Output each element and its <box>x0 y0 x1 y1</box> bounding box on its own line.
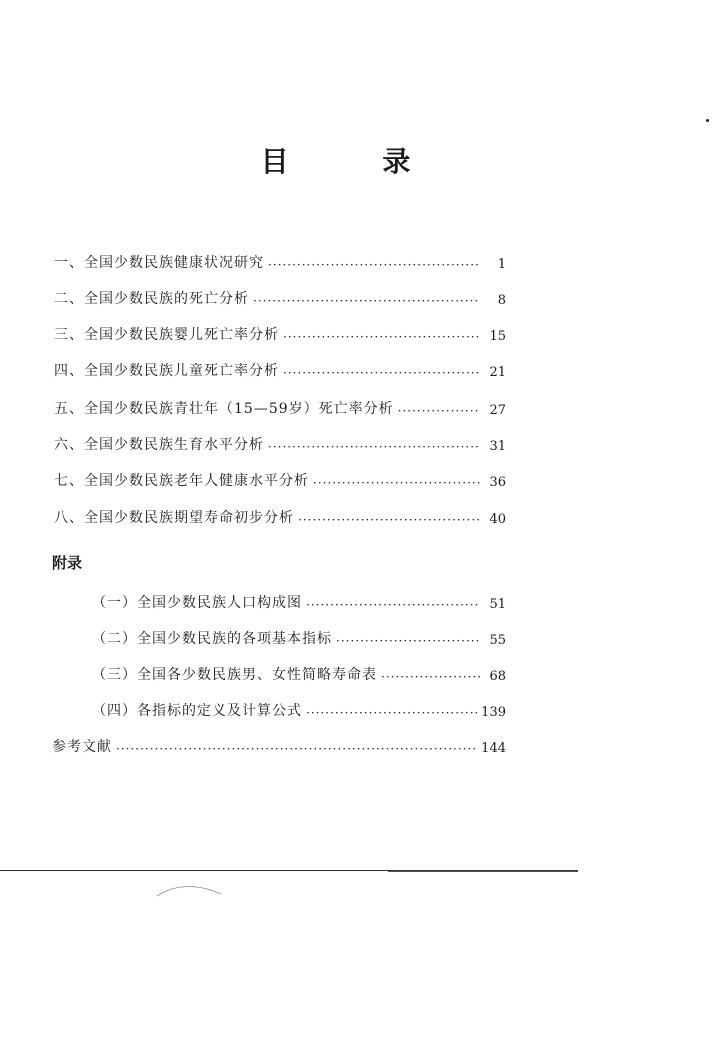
toc-entry[interactable] <box>54 286 506 308</box>
appendix-entry-page: 68 <box>489 669 506 684</box>
dot-leader <box>313 476 480 490</box>
toc-entry-label: 六、全国少数民族生育水平分析 <box>54 437 264 453</box>
dot-leader <box>253 294 480 308</box>
toc-entry-label: 五、全国少数民族青壮年（15—59岁）死亡率分析 <box>54 401 394 417</box>
dot-leader <box>283 366 480 380</box>
appendix-entry-page: 139 <box>481 705 506 720</box>
toc-entry-label: 一、全国少数民族健康状况研究 <box>54 255 264 271</box>
references-label: 参考文献 <box>52 739 112 755</box>
toc-entry-page: 1 <box>497 257 506 272</box>
appendix-entry-page: 55 <box>489 633 506 648</box>
toc-entry-page: 21 <box>489 365 506 380</box>
toc-entry-page: 40 <box>489 512 506 527</box>
appendix-entry-label: （一）全国少数民族人口构成图 <box>92 595 302 611</box>
dot-leader <box>116 742 477 756</box>
toc-entry-page: 15 <box>489 329 506 344</box>
appendix-entry-page: 51 <box>489 597 506 612</box>
bottom-rule-secondary <box>388 871 578 872</box>
dot-leader <box>306 598 480 612</box>
toc-entry-page: 27 <box>489 403 506 418</box>
references-page: 144 <box>481 741 506 756</box>
dot-leader <box>398 404 480 418</box>
toc-entry[interactable] <box>54 396 506 418</box>
appendix-entry[interactable] <box>92 590 506 612</box>
dot-leader <box>298 513 480 527</box>
toc-entry-label: 四、全国少数民族儿童死亡率分析 <box>54 363 279 379</box>
toc-entry[interactable] <box>54 250 506 272</box>
page-title: 目 录 <box>260 145 453 178</box>
appendix-entry-label: （二）全国少数民族的各项基本指标 <box>92 631 332 647</box>
toc-entry-page: 36 <box>489 475 506 490</box>
dot-leader <box>268 440 480 454</box>
appendix-entry[interactable] <box>92 698 506 720</box>
toc-entry-label: 七、全国少数民族老年人健康水平分析 <box>54 473 309 489</box>
toc-entry-label: 二、全国少数民族的死亡分析 <box>54 291 249 307</box>
toc-entry[interactable] <box>54 432 506 454</box>
dot-leader <box>268 258 480 272</box>
appendix-entry-label: （三）全国各少数民族男、女性简略寿命表 <box>92 667 377 683</box>
toc-entry[interactable] <box>54 358 506 380</box>
dot-leader <box>336 634 480 648</box>
appendix-heading: 附录 <box>52 554 83 572</box>
appendix-entry[interactable] <box>92 626 506 648</box>
toc-entry-label: 八、全国少数民族期望寿命初步分析 <box>54 510 294 526</box>
dot-leader <box>283 330 480 344</box>
dot-leader <box>381 670 480 684</box>
scan-speck <box>706 119 709 122</box>
toc-entry[interactable] <box>54 505 506 527</box>
scan-smudge <box>155 880 225 898</box>
dot-leader <box>306 706 477 720</box>
appendix-entry[interactable] <box>92 662 506 684</box>
toc-entry-label: 三、全国少数民族婴儿死亡率分析 <box>54 327 279 343</box>
references-entry[interactable] <box>52 734 506 756</box>
toc-entry-page: 8 <box>497 293 506 308</box>
toc-entry-page: 31 <box>489 439 506 454</box>
toc-entry[interactable] <box>54 322 506 344</box>
toc-entry[interactable] <box>54 468 506 490</box>
appendix-entry-label: （四）各指标的定义及计算公式 <box>92 703 302 719</box>
